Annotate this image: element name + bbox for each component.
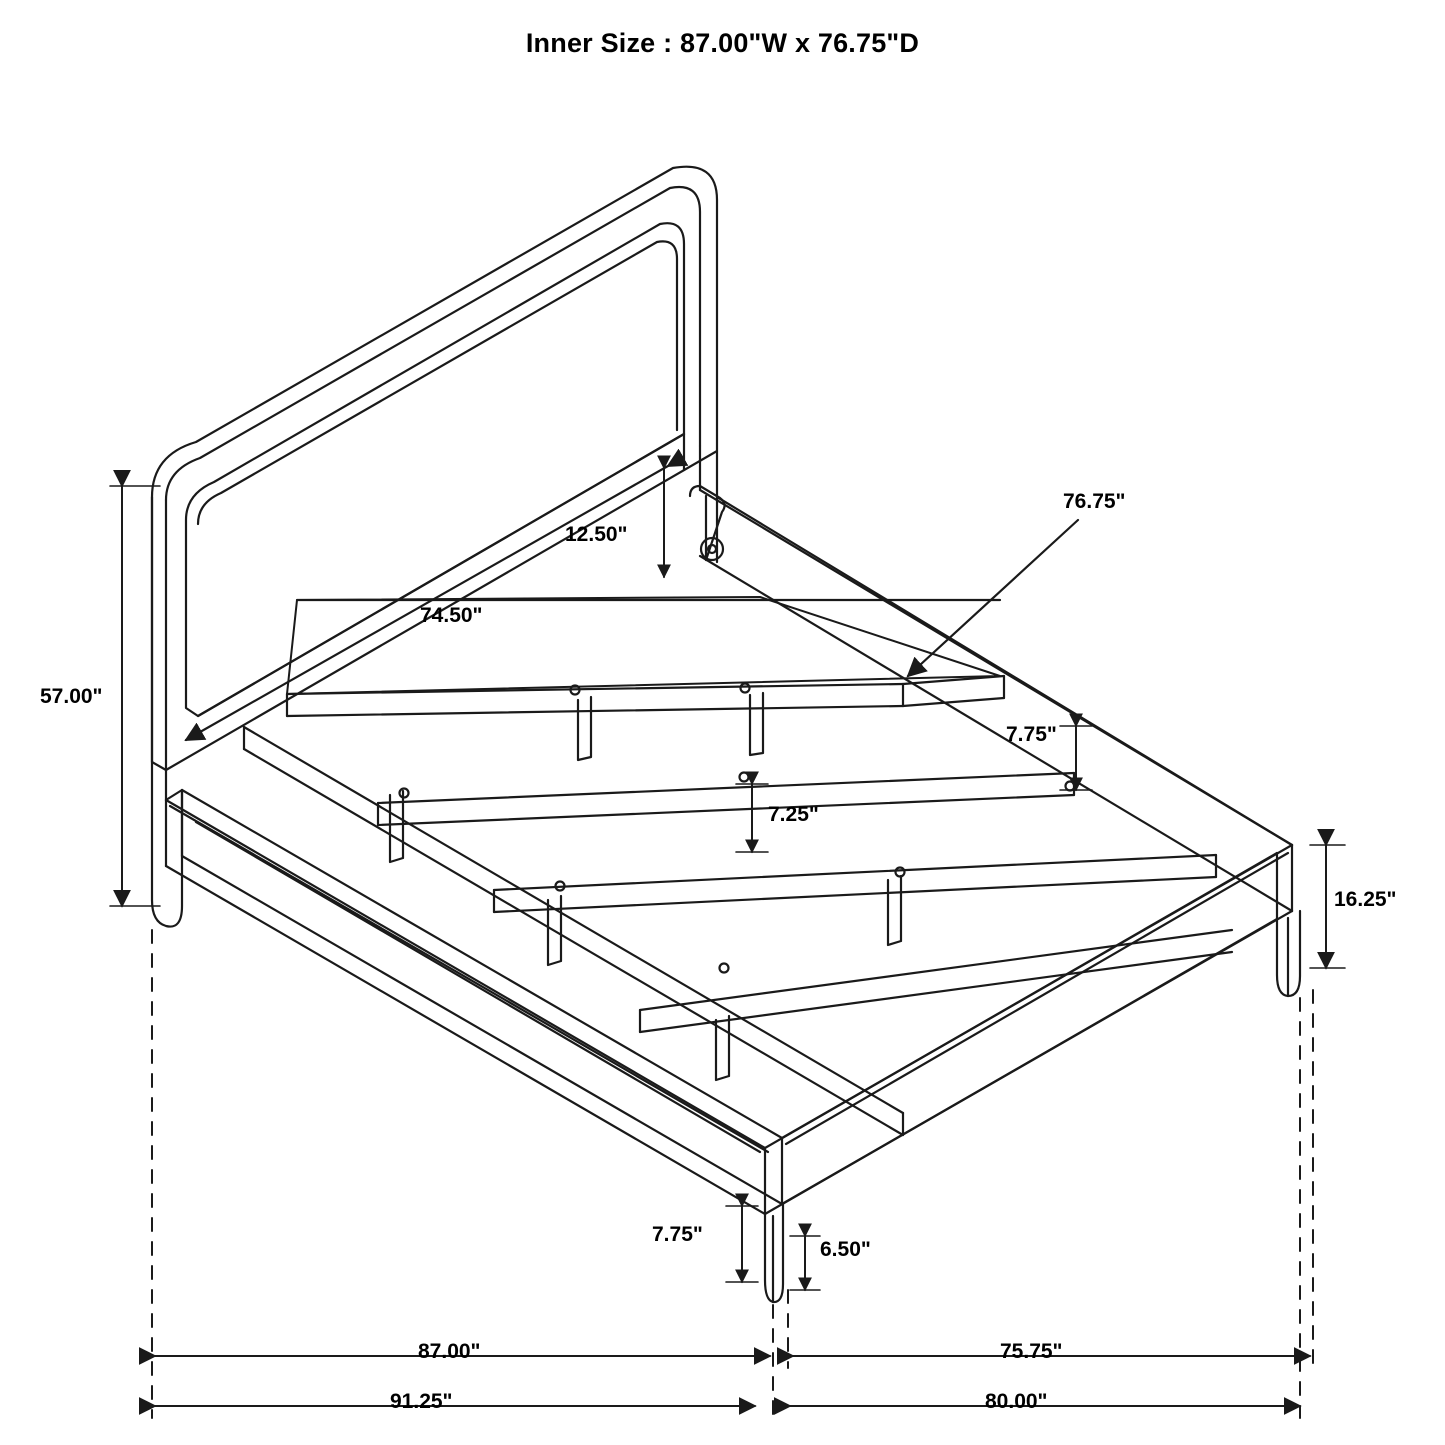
dim-foot-leg-height: [790, 1236, 820, 1290]
dim-inner-depth: [908, 520, 1078, 676]
left-side-rail: [166, 790, 782, 1214]
back-cross-rail: [244, 727, 903, 1135]
slat-upper: [287, 597, 1000, 694]
center-support-beam-upper: [287, 676, 1004, 716]
slat-row-third: [494, 855, 1216, 912]
foot-center-leg: [765, 1204, 783, 1302]
label-headboard-height: 57.00": [40, 685, 103, 708]
dim-panel-width: [186, 466, 668, 740]
page-title: Inner Size : 87.00"W x 76.75"D: [525, 28, 920, 58]
right-corner-leg: [1277, 911, 1300, 996]
label-overall-depth: 80.00": [985, 1390, 1048, 1413]
dim-foot-rail-height: [726, 1206, 758, 1282]
label-panel-height: 12.50": [565, 523, 628, 546]
dim-side-rail-height: [1060, 726, 1092, 790]
slat-row-second: [378, 773, 1075, 826]
label-foot-rail-height: 7.75": [652, 1223, 703, 1246]
label-panel-width: 74.50": [420, 604, 483, 627]
dim-slat-clearance: [736, 784, 768, 852]
headboard-outline: [152, 167, 717, 770]
label-footboard-height: 16.25": [1334, 888, 1397, 911]
label-foot-leg-height: 6.50": [820, 1238, 871, 1261]
label-slat-clearance: 7.25": [768, 803, 819, 826]
right-side-rail: [765, 845, 1292, 1214]
label-side-rail-height: 7.75": [1006, 723, 1057, 746]
left-rail-inner: [196, 822, 760, 1152]
label-inner-depth: 76.75": [1063, 490, 1126, 513]
label-inner-side-depth: 75.75": [1000, 1340, 1063, 1363]
label-overall-width: 91.25": [390, 1390, 453, 1413]
label-inner-width: 87.00": [418, 1340, 481, 1363]
